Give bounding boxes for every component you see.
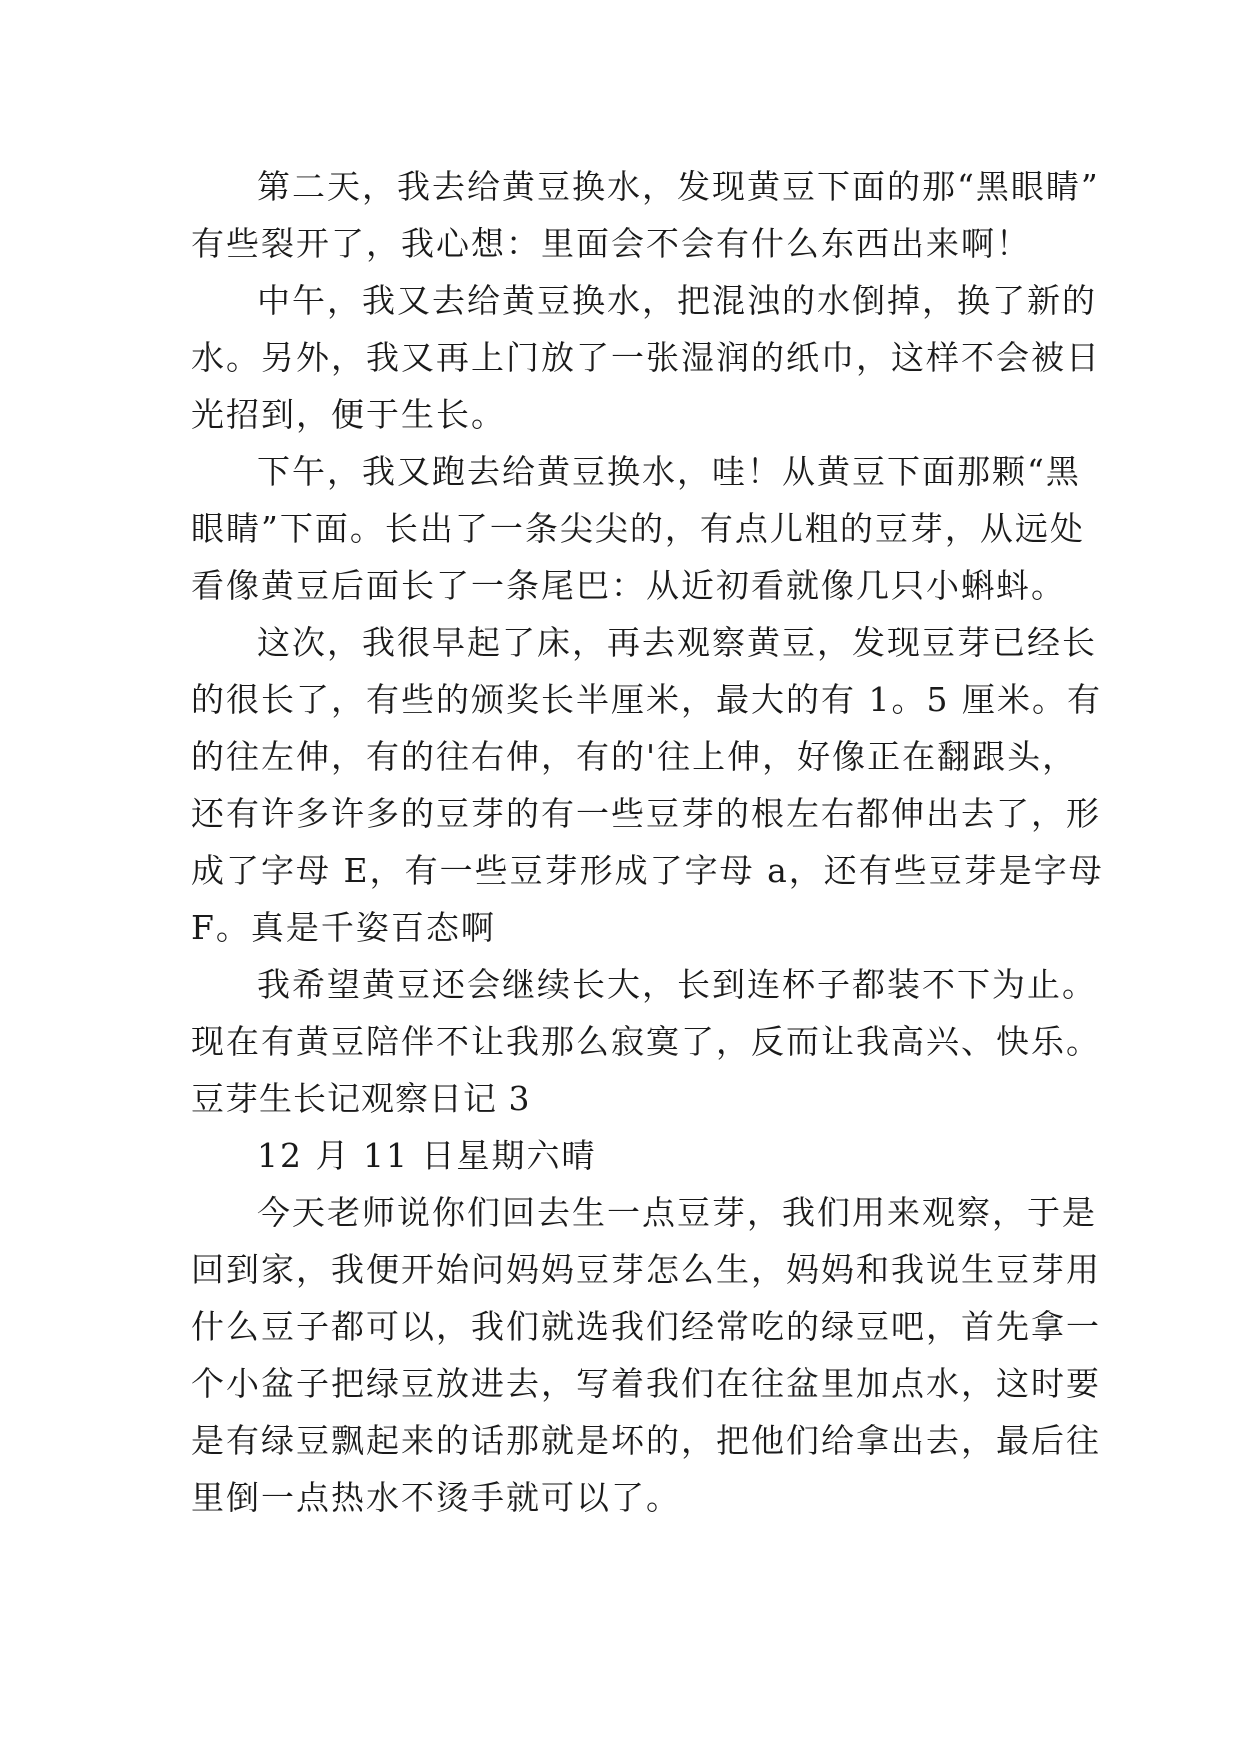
text-line: 的很长了，有些的颁奖长半厘米，最大的有 1。5 厘米。有 bbox=[191, 680, 1102, 719]
text-line: 个小盆子把绿豆放进去，写着我们在往盆里加点水，这时要 bbox=[191, 1364, 1101, 1403]
text-line: 眼睛”下面。长出了一条尖尖的，有点儿粗的豆芽，从远处 bbox=[191, 509, 1085, 548]
text-line: 回到家，我便开始问妈妈豆芽怎么生，妈妈和我说生豆芽用 bbox=[191, 1250, 1101, 1289]
text-line: 这次，我很早起了床，再去观察黄豆，发现豆芽已经长 bbox=[257, 623, 1097, 662]
text-line: F。真是千姿百态啊 bbox=[191, 908, 496, 947]
text-line: 有些裂开了，我心想：里面会不会有什么东西出来啊！ bbox=[191, 224, 1031, 263]
text-line: 的往左伸，有的往右伸，有的'往上伸，好像正在翻跟头， bbox=[191, 737, 1078, 776]
text-line: 是有绿豆飘起来的话那就是坏的，把他们给拿出去，最后往 bbox=[191, 1421, 1101, 1460]
text-line: 水。另外，我又再上门放了一张湿润的纸巾，这样不会被日 bbox=[191, 338, 1101, 377]
text-line: 里倒一点热水不烫手就可以了。 bbox=[191, 1478, 681, 1517]
text-line: 看像黄豆后面长了一条尾巴：从近初看就像几只小蝌蚪。 bbox=[191, 566, 1066, 605]
document-body bbox=[191, 158, 1104, 1526]
text-line: 还有许多许多的豆芽的有一些豆芽的根左右都伸出去了，形 bbox=[191, 794, 1101, 833]
text-line: 成了字母 E，有一些豆芽形成了字母 a，还有些豆芽是字母 bbox=[191, 851, 1104, 890]
text-line: 中午，我又去给黄豆换水，把混浊的水倒掉，换了新的 bbox=[257, 281, 1097, 320]
text-line: 光招到，便于生长。 bbox=[191, 395, 506, 434]
text-line: 现在有黄豆陪伴不让我那么寂寞了，反而让我高兴、快乐。 bbox=[191, 1022, 1101, 1061]
section-heading: 豆芽生长记观察日记 3 bbox=[191, 1079, 531, 1118]
date-line: 12 月 11 日星期六晴 bbox=[257, 1136, 597, 1175]
text-line: 我希望黄豆还会继续长大，长到连杯子都装不下为止。 bbox=[257, 965, 1097, 1004]
text-line: 下午，我又跑去给黄豆换水，哇！从黄豆下面那颗“黑 bbox=[257, 452, 1081, 491]
text-line: 什么豆子都可以，我们就选我们经常吃的绿豆吧，首先拿一 bbox=[191, 1307, 1101, 1346]
text-line: 第二天，我去给黄豆换水，发现黄豆下面的那“黑眼睛” bbox=[257, 167, 1100, 206]
text-line: 今天老师说你们回去生一点豆芽，我们用来观察，于是 bbox=[257, 1193, 1097, 1232]
